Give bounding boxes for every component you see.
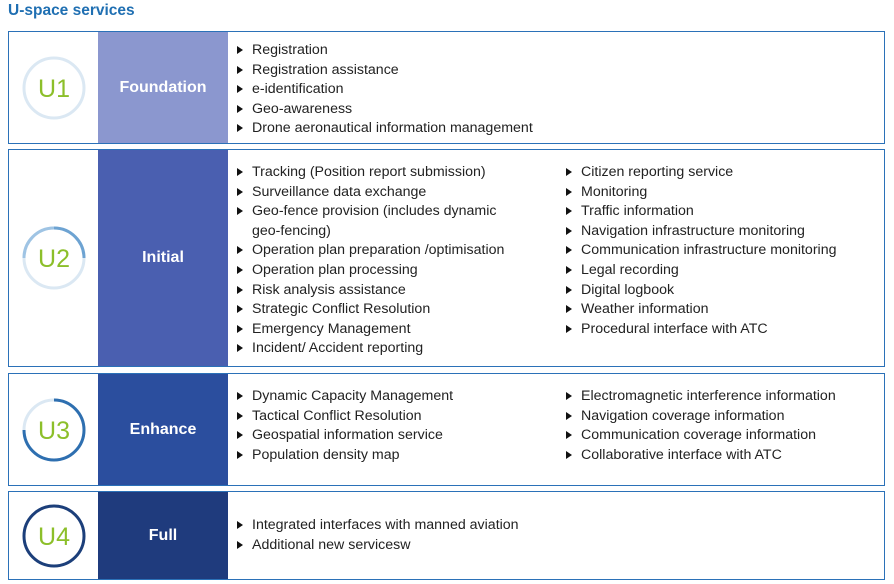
service-item: Electromagnetic interference information xyxy=(564,387,836,407)
badge-label: U4 xyxy=(37,522,70,551)
service-item: Citizen reporting service xyxy=(564,163,836,183)
service-item: e-identification xyxy=(235,80,533,100)
service-item: Digital logbook xyxy=(564,281,836,301)
badge-label: U3 xyxy=(37,416,70,445)
service-item: Registration assistance xyxy=(235,61,533,81)
service-item: Procedural interface with ATC xyxy=(564,320,836,340)
phase-row-u2 xyxy=(8,149,885,367)
service-item: Strategic Conflict Resolution xyxy=(235,300,535,320)
service-item: Collaborative interface with ATC xyxy=(564,446,836,466)
services-list xyxy=(235,516,519,555)
service-item: Emergency Management xyxy=(235,320,535,340)
service-item: Geospatial information service xyxy=(235,426,453,446)
service-item: Weather information xyxy=(564,300,836,320)
phase-badge xyxy=(9,32,98,143)
phase-label: Initial xyxy=(98,150,228,366)
service-item: Geo-awareness xyxy=(235,100,533,120)
ring-icon xyxy=(19,395,89,465)
service-item: Population density map xyxy=(235,446,453,466)
service-item: Geo-fence provision (includes dynamic geo-fencing) xyxy=(235,202,520,241)
badge-label: U1 xyxy=(37,74,70,103)
service-item: Tracking (Position report submission) xyxy=(235,163,535,183)
service-item: Drone aeronautical information management xyxy=(235,119,533,139)
service-item: Incident/ Accident reporting xyxy=(235,339,535,359)
page-title: U-space services xyxy=(8,2,135,19)
service-item: Tactical Conflict Resolution xyxy=(235,407,453,427)
service-item: Communication infrastructure monitoring xyxy=(564,241,836,261)
service-item: Risk analysis assistance xyxy=(235,281,535,301)
service-item: Additional new servicesw xyxy=(235,536,519,556)
phase-badge xyxy=(9,492,98,579)
services-list xyxy=(564,163,836,339)
ring-icon xyxy=(19,501,89,571)
service-item: Navigation infrastructure monitoring xyxy=(564,222,836,242)
badge-label: U2 xyxy=(37,245,70,273)
phase-row-u3 xyxy=(8,373,885,486)
services-list xyxy=(235,387,453,465)
phase-row-u4 xyxy=(8,491,885,580)
ring-icon xyxy=(19,223,89,293)
service-item: Navigation coverage information xyxy=(564,407,836,427)
service-item: Registration xyxy=(235,41,533,61)
phase-badge xyxy=(9,374,98,485)
service-item: Operation plan processing xyxy=(235,261,535,281)
phase-label: Foundation xyxy=(98,32,228,143)
phase-label: Full xyxy=(98,492,228,579)
service-item: Integrated interfaces with manned aviation xyxy=(235,516,519,536)
service-item: Legal recording xyxy=(564,261,836,281)
phase-row-u1 xyxy=(8,31,885,144)
phase-badge xyxy=(9,150,98,366)
service-item: Surveillance data exchange xyxy=(235,183,535,203)
services-list xyxy=(235,41,533,139)
service-item: Traffic information xyxy=(564,202,836,222)
services-list xyxy=(564,387,836,465)
service-item: Communication coverage information xyxy=(564,426,836,446)
service-item: Operation plan preparation /optimisation xyxy=(235,241,535,261)
service-item: Dynamic Capacity Management xyxy=(235,387,453,407)
ring-icon xyxy=(19,53,89,123)
phase-label: Enhance xyxy=(98,374,228,485)
services-list xyxy=(235,163,535,359)
service-item: Monitoring xyxy=(564,183,836,203)
